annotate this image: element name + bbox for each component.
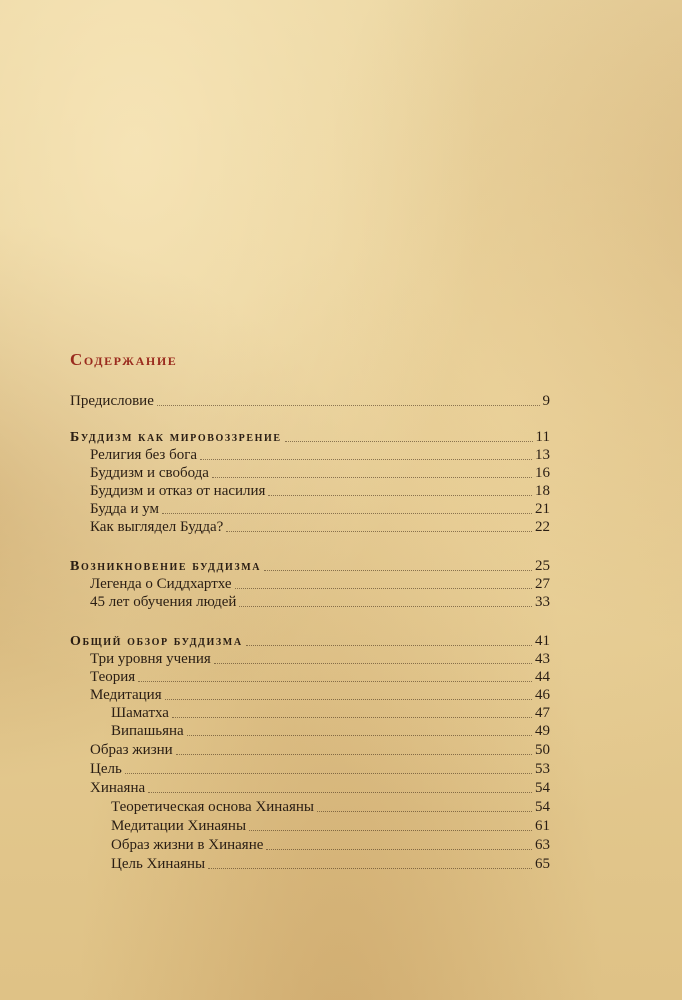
toc-entry-page: 43 <box>535 651 550 667</box>
dot-leader <box>208 867 532 869</box>
toc-entry-page: 9 <box>542 393 550 409</box>
dot-leader <box>212 476 532 478</box>
toc-entry-label: Как выглядел Будда? <box>90 519 224 535</box>
toc-entry-page: 54 <box>535 780 550 796</box>
toc-entry-label: Образ жизни <box>90 742 173 758</box>
toc-entry[interactable] <box>70 392 550 410</box>
dot-leader <box>317 810 532 812</box>
toc-entry[interactable] <box>70 482 550 500</box>
dot-leader <box>226 530 532 532</box>
toc-entry-page: 54 <box>535 799 550 815</box>
toc-entry[interactable] <box>70 798 550 816</box>
toc-entry-label: Будда и ум <box>90 501 160 517</box>
toc-entry-page: 63 <box>535 837 550 853</box>
toc-entry[interactable] <box>70 500 550 518</box>
dot-leader <box>172 716 532 718</box>
toc-entry-label: Теоретическая основа Хинаяны <box>111 799 314 815</box>
dot-leader <box>264 569 532 571</box>
toc-entry-page: 47 <box>535 705 550 721</box>
toc-entry-label: Хинаяна <box>90 780 146 796</box>
toc-entry-label: Буддизм как мировоззрение <box>70 430 282 445</box>
toc-entry[interactable] <box>70 464 550 482</box>
toc-entry[interactable] <box>70 741 550 759</box>
toc-entry-label: Цель <box>90 761 122 777</box>
toc-entry-page: 44 <box>535 669 550 685</box>
toc-entry[interactable] <box>70 686 550 704</box>
dot-leader <box>148 791 532 793</box>
dot-leader <box>266 848 532 850</box>
toc-entry-page: 53 <box>535 761 550 777</box>
dot-leader <box>246 644 532 646</box>
toc-entry-label: Предисловие <box>70 393 154 409</box>
toc-entry-page: 61 <box>535 818 550 834</box>
toc-entry-page: 49 <box>535 723 550 739</box>
toc-entry[interactable] <box>70 593 550 611</box>
toc-entry-page: 11 <box>535 429 550 445</box>
toc-entry[interactable] <box>70 760 550 778</box>
dot-leader <box>165 698 532 700</box>
dot-leader <box>157 404 540 406</box>
toc-entry[interactable] <box>70 836 550 854</box>
toc-entry-label: Возникновение буддизма <box>70 559 262 574</box>
toc-entry[interactable] <box>70 668 550 686</box>
toc-entry-label: Медитация <box>90 687 162 703</box>
toc-part-heading[interactable] <box>70 632 550 650</box>
toc-entry-label: Легенда о Сиддхартхе <box>90 576 232 592</box>
toc-entry-label: Випашьяна <box>111 723 184 739</box>
toc-entry[interactable] <box>70 722 550 740</box>
toc-entry-page: 21 <box>535 501 550 517</box>
toc-entry-label: 45 лет обучения людей <box>90 594 237 610</box>
dot-leader <box>268 494 532 496</box>
dot-leader <box>239 605 532 607</box>
dot-leader <box>162 512 532 514</box>
toc-entry-label: Образ жизни в Хинаяне <box>111 837 264 853</box>
toc-entry-label: Медитации Хинаяны <box>111 818 247 834</box>
toc-entry[interactable] <box>70 446 550 464</box>
toc-entry[interactable] <box>70 650 550 668</box>
toc-entry-label: Шаматха <box>111 705 169 721</box>
toc-part-heading[interactable] <box>70 557 550 575</box>
dot-leader <box>125 772 532 774</box>
toc-entry-page: 22 <box>535 519 550 535</box>
toc-entry-page: 33 <box>535 594 550 610</box>
toc-entry-page: 50 <box>535 742 550 758</box>
toc-entry-page: 13 <box>535 447 550 463</box>
dot-leader <box>285 440 533 442</box>
toc-entry-page: 18 <box>535 483 550 499</box>
toc-entry-page: 41 <box>535 633 550 649</box>
dot-leader <box>249 829 532 831</box>
toc-entry-label: Буддизм и свобода <box>90 465 209 481</box>
dot-leader <box>214 662 532 664</box>
toc-entry-page: 27 <box>535 576 550 592</box>
dot-leader <box>176 753 532 755</box>
dot-leader <box>200 458 532 460</box>
toc-entry-label: Три уровня учения <box>90 651 211 667</box>
toc-entry[interactable] <box>70 575 550 593</box>
toc-title: Содержание <box>70 350 178 369</box>
dot-leader <box>235 587 532 589</box>
toc-entry[interactable] <box>70 779 550 797</box>
toc-entry[interactable] <box>70 817 550 835</box>
toc-entry-page: 16 <box>535 465 550 481</box>
toc-entry-label: Религия без бога <box>90 447 198 463</box>
toc-entry-page: 46 <box>535 687 550 703</box>
toc-entry[interactable] <box>70 704 550 722</box>
dot-leader <box>187 734 532 736</box>
toc-entry-label: Общий обзор буддизма <box>70 634 243 649</box>
toc-entry[interactable] <box>70 518 550 536</box>
toc-entry-page: 65 <box>535 856 550 872</box>
toc-entry-label: Цель Хинаяны <box>111 856 206 872</box>
toc-entry-label: Теория <box>90 669 136 685</box>
dot-leader <box>138 680 532 682</box>
toc-entry[interactable] <box>70 855 550 873</box>
toc-entry-label: Буддизм и отказ от насилия <box>90 483 266 499</box>
toc-part-heading[interactable] <box>70 428 550 446</box>
toc-entry-page: 25 <box>535 558 550 574</box>
